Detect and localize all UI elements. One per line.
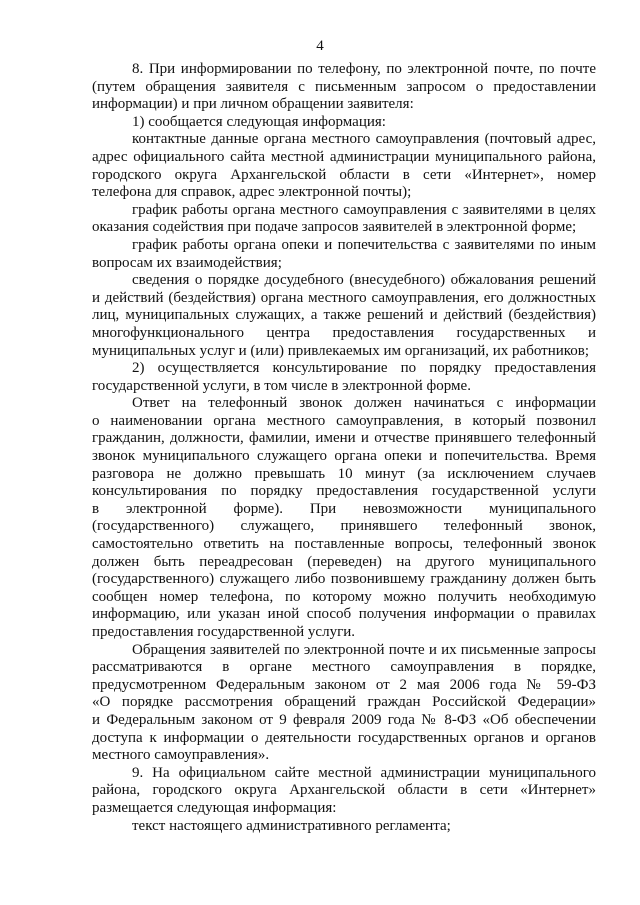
text-line: 9. На официальном сайте местной администрации муниципального [132, 764, 596, 781]
text-line: (государственного) служащего либо позвонившему гражданину должен быть [92, 571, 596, 588]
text-line: городского округа Архангельской области в сети «Интернет», номер [92, 166, 596, 183]
text-line: телефона для справок, адрес электронной почты); [92, 184, 412, 201]
text-line: разговора не должно превышать 10 минут (за исключением случаев [92, 465, 596, 482]
text-line: контактные данные органа местного самоуправления (почтовый адрес, [132, 131, 596, 148]
text-line: текст настоящего административного регламента; [132, 817, 451, 834]
text-line: Ответ на телефонный звонок должен начинаться с информации [132, 395, 596, 412]
text-line: (государственного) служащего, принявшего телефонный звонок, [92, 518, 596, 535]
text-line: сведения о порядке досудебного (внесудебного) обжалования решений [132, 272, 596, 289]
text-line: предоставления государственной услуги. [92, 624, 356, 640]
text-line: самостоятельно ответить на поставленные вопросы, телефонный звонок [92, 536, 596, 553]
text-line: должен быть переадресован (переведен) на другого муниципального [92, 553, 596, 570]
text-line: многофункционального центра предоставления государственных и [92, 324, 596, 341]
text-line: вопросам их взаимодействия; [92, 254, 282, 271]
text-line: информации) и при личном обращении заявителя: [92, 96, 414, 113]
text-line: в электронной форме). При невозможности муниципального [92, 500, 596, 517]
text-line: района, городского округа Архангельской области в сети «Интернет» [92, 782, 596, 799]
text-line: 1) сообщается следующая информация: [132, 113, 386, 130]
text-line: гражданин, должности, фамилии, имени и отчестве принявшего телефонный [92, 430, 596, 447]
text-line: график работы органа местного самоуправления с заявителями в целях [132, 201, 596, 218]
text-line: размещается следующая информация: [92, 799, 337, 816]
text-line: и действий (бездействия) органа местного самоуправления, его должностных [92, 289, 596, 306]
text-line: и Федеральным законом от 9 февраля 2009 года № 8-ФЗ «Об обеспечении [92, 711, 596, 728]
text-line: график работы органа опеки и попечительства с заявителями по иным [132, 236, 596, 253]
text-line: о наименовании органа местного самоуправления, в который позвонил [92, 412, 596, 429]
text-line: консультирования по порядку предоставления государственной услуги [92, 483, 596, 500]
text-line: сообщен номер телефона, по которому можно получить необходимую [92, 588, 596, 605]
text-line: предусмотренном Федеральным законом от 2 мая 2006 года № 59-ФЗ [92, 676, 596, 693]
text-line: лиц, муниципальных служащих, а также решений и действий (бездействия) [92, 307, 596, 324]
text-line: муниципальных услуг и (или) привлекаемых им организаций, их работников; [92, 342, 590, 359]
text-line: «О порядке рассмотрения обращений граждан Российской Федерации» [92, 694, 596, 711]
text-line: (путем обращения заявителя с письменным запросом о предоставлении [92, 78, 596, 95]
text-line: 8. При информировании по телефону, по электронной почте, по почте [132, 61, 596, 77]
text-line: местного самоуправления». [92, 747, 270, 764]
text-line: адрес официального сайта местной администрации муниципального района, [92, 148, 596, 165]
text-line: 2) осуществляется консультирование по порядку предоставления [132, 360, 596, 377]
document-body [92, 61, 596, 835]
text-line: рассматриваются в органе местного самоуправления в порядке, [92, 659, 596, 676]
text-line: государственной услуги, в том числе в электронной форме. [92, 377, 471, 394]
text-line: Обращения заявителей по электронной почте и их письменные запросы [132, 641, 596, 658]
page-number: 4 [316, 38, 324, 54]
text-line: информацию, или указан иной способ получения информации о правилах [92, 606, 596, 623]
text-line: доступа к информации о деятельности государственных органов и органов [92, 729, 596, 746]
text-line: оказания содействия при подаче запросов заявителей в электронной форме; [92, 219, 577, 236]
text-line: звонок муниципального служащего органа опеки и попечительства. Время [92, 448, 596, 465]
